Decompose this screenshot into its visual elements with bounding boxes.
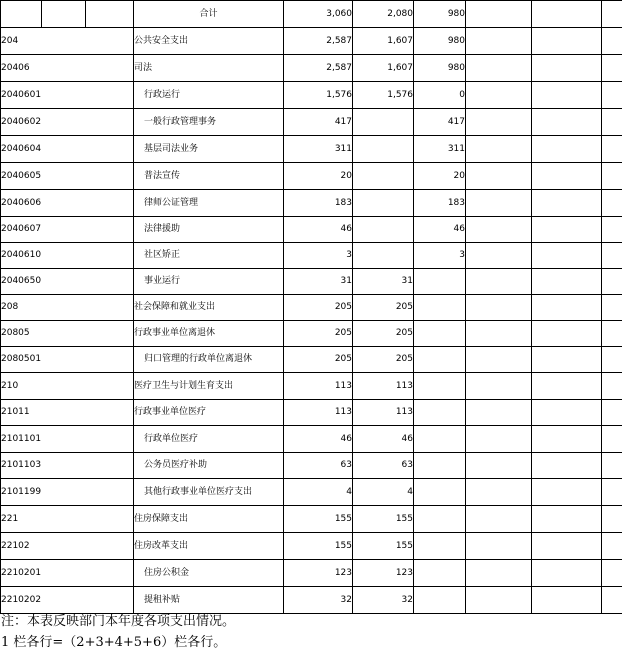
- empty-cell: [602, 28, 622, 55]
- empty-cell: [602, 533, 622, 560]
- basic-expenditure: 1,607: [353, 28, 414, 55]
- subject-name: 行政单位医疗: [134, 426, 284, 453]
- subject-name: 普法宣传: [134, 163, 284, 190]
- empty-cell: [532, 426, 602, 453]
- basic-expenditure: 205: [353, 321, 414, 347]
- subject-code: 22102: [1, 533, 134, 560]
- empty-cell: [532, 190, 602, 217]
- empty-cell: [602, 269, 622, 295]
- subject-name: 住房保障支出: [134, 506, 284, 533]
- subject-name: 行政事业单位离退休: [134, 321, 284, 347]
- basic-expenditure: [353, 109, 414, 136]
- total-amount: 417: [284, 109, 353, 136]
- empty-cell: [532, 453, 602, 479]
- subject-code: 2080501: [1, 347, 134, 373]
- empty-cell: [532, 295, 602, 321]
- basic-expenditure: 205: [353, 347, 414, 373]
- subject-name: 其他行政事业单位医疗支出: [134, 479, 284, 506]
- table-row: [1, 587, 622, 614]
- empty-cell: [466, 479, 532, 506]
- empty-cell: [602, 453, 622, 479]
- basic-expenditure: [353, 163, 414, 190]
- table-row: [1, 479, 622, 506]
- total-amount: 155: [284, 506, 353, 533]
- basic-expenditure: 155: [353, 533, 414, 560]
- subject-code: 2040604: [1, 136, 134, 163]
- subject-code: 2101199: [1, 479, 134, 506]
- basic-expenditure: 1,607: [353, 55, 414, 82]
- basic-expenditure: [353, 243, 414, 269]
- empty-cell: [532, 136, 602, 163]
- project-expenditure: 417: [414, 109, 466, 136]
- subject-name: 律师公证管理: [134, 190, 284, 217]
- total-amount: 2,587: [284, 28, 353, 55]
- empty-cell: [602, 136, 622, 163]
- empty-cell: [602, 243, 622, 269]
- project-expenditure: 20: [414, 163, 466, 190]
- empty-cell: [466, 190, 532, 217]
- table-row: [1, 243, 622, 269]
- table-row: [1, 295, 622, 321]
- empty-cell: [466, 426, 532, 453]
- empty-cell: [532, 55, 602, 82]
- total-amount: 155: [284, 533, 353, 560]
- basic-expenditure: 113: [353, 400, 414, 426]
- project-expenditure: 980: [414, 55, 466, 82]
- empty-cell: [466, 506, 532, 533]
- project-expenditure: 183: [414, 190, 466, 217]
- empty-cell: [466, 243, 532, 269]
- empty-cell: [532, 321, 602, 347]
- empty-cell: [602, 560, 622, 587]
- empty-cell: [466, 373, 532, 400]
- project-expenditure: [414, 295, 466, 321]
- total-amount: 20: [284, 163, 353, 190]
- basic-expenditure: 205: [353, 295, 414, 321]
- basic-expenditure: 32: [353, 587, 414, 614]
- subject-name: 公务员医疗补助: [134, 453, 284, 479]
- project-expenditure: [414, 560, 466, 587]
- project-expenditure: 3: [414, 243, 466, 269]
- empty-cell: [532, 217, 602, 243]
- total-amount: 32: [284, 587, 353, 614]
- project-expenditure: 0: [414, 82, 466, 109]
- empty-cell: [532, 587, 602, 614]
- basic-expenditure: [353, 136, 414, 163]
- table-row: [1, 217, 622, 243]
- subject-code: 2210201: [1, 560, 134, 587]
- subject-name: 社区矫正: [134, 243, 284, 269]
- project-expenditure: 311: [414, 136, 466, 163]
- project-expenditure: [414, 373, 466, 400]
- empty-cell: [466, 560, 532, 587]
- total-amount: 2,587: [284, 55, 353, 82]
- empty-cell: [602, 295, 622, 321]
- empty-cell: [602, 587, 622, 614]
- empty-cell: [466, 533, 532, 560]
- empty-cell: [466, 347, 532, 373]
- project-expenditure: 46: [414, 217, 466, 243]
- subject-name: 公共安全支出: [134, 28, 284, 55]
- subject-code: 2101101: [1, 426, 134, 453]
- empty-cell: [466, 55, 532, 82]
- total-amount: 31: [284, 269, 353, 295]
- empty-cell: [466, 217, 532, 243]
- table-row: [1, 533, 622, 560]
- empty-cell: [532, 479, 602, 506]
- empty-cell: [466, 163, 532, 190]
- subject-name: 住房公积金: [134, 560, 284, 587]
- subject-code: 2040650: [1, 269, 134, 295]
- empty-cell: [466, 269, 532, 295]
- total-amount: 205: [284, 321, 353, 347]
- table-row: [1, 373, 622, 400]
- total-amount: 205: [284, 347, 353, 373]
- empty-cell: [602, 347, 622, 373]
- project-expenditure: [414, 269, 466, 295]
- subject-code: 21011: [1, 400, 134, 426]
- basic-expenditure: 46: [353, 426, 414, 453]
- empty-cell: [602, 321, 622, 347]
- basic-expenditure: 1,576: [353, 82, 414, 109]
- empty-cell: [466, 136, 532, 163]
- empty-cell: [532, 243, 602, 269]
- subject-name: 基层司法业务: [134, 136, 284, 163]
- empty-cell: [602, 109, 622, 136]
- project-expenditure: [414, 587, 466, 614]
- empty-cell: [532, 82, 602, 109]
- total-amount: 113: [284, 373, 353, 400]
- empty-cell: [602, 373, 622, 400]
- table-row: [1, 453, 622, 479]
- table-row: [1, 506, 622, 533]
- total-amount: 3: [284, 243, 353, 269]
- table-row: [1, 55, 622, 82]
- empty-cell: [602, 190, 622, 217]
- table-row: [1, 109, 622, 136]
- subject-code: 2040605: [1, 163, 134, 190]
- project-expenditure: [414, 347, 466, 373]
- total-amount: 46: [284, 426, 353, 453]
- subject-code: 2040602: [1, 109, 134, 136]
- subject-code: 20406: [1, 55, 134, 82]
- empty-cell: [602, 479, 622, 506]
- basic-expenditure: [353, 190, 414, 217]
- empty-cell: [532, 269, 602, 295]
- empty-cell: [602, 163, 622, 190]
- total-amount: 123: [284, 560, 353, 587]
- empty-cell: [532, 163, 602, 190]
- subject-name: 住房改革支出: [134, 533, 284, 560]
- total-amount: 183: [284, 190, 353, 217]
- project-expenditure: [414, 506, 466, 533]
- subject-name: 归口管理的行政单位离退休: [134, 347, 284, 373]
- basic-expenditure: 113: [353, 373, 414, 400]
- total-amount: 4: [284, 479, 353, 506]
- table-row: [1, 82, 622, 109]
- empty-cell: [532, 347, 602, 373]
- total-amount: 46: [284, 217, 353, 243]
- empty-cell: [602, 426, 622, 453]
- subject-code: 204: [1, 28, 134, 55]
- total-amount: 3,060: [284, 1, 353, 28]
- table-row: [1, 28, 622, 55]
- basic-expenditure: 31: [353, 269, 414, 295]
- project-expenditure: [414, 533, 466, 560]
- empty-cell: [532, 373, 602, 400]
- basic-expenditure: [353, 217, 414, 243]
- empty-cell: [466, 109, 532, 136]
- total-amount: 113: [284, 400, 353, 426]
- basic-expenditure: 123: [353, 560, 414, 587]
- empty-cell: [602, 400, 622, 426]
- subject-name: 行政运行: [134, 82, 284, 109]
- total-amount: 63: [284, 453, 353, 479]
- empty-cell: [532, 109, 602, 136]
- empty-cell: [532, 1, 602, 28]
- total-amount: 205: [284, 295, 353, 321]
- empty-cell: [466, 295, 532, 321]
- subject-name: 社会保障和就业支出: [134, 295, 284, 321]
- subject-code: 221: [1, 506, 134, 533]
- empty-cell: [532, 400, 602, 426]
- project-expenditure: 980: [414, 1, 466, 28]
- basic-expenditure: 2,080: [353, 1, 414, 28]
- empty-cell: [602, 55, 622, 82]
- subject-name: 法律援助: [134, 217, 284, 243]
- empty-cell: [86, 1, 134, 28]
- subject-code: 210: [1, 373, 134, 400]
- subject-name: 医疗卫生与计划生育支出: [134, 373, 284, 400]
- total-amount: 1,576: [284, 82, 353, 109]
- empty-cell: [466, 587, 532, 614]
- subject-code: 2210202: [1, 587, 134, 614]
- empty-cell: [42, 1, 86, 28]
- table-row: [1, 1, 622, 28]
- subject-code: 2040607: [1, 217, 134, 243]
- subject-code: 2040606: [1, 190, 134, 217]
- empty-cell: [466, 453, 532, 479]
- subject-name: 司法: [134, 55, 284, 82]
- basic-expenditure: 63: [353, 453, 414, 479]
- empty-cell: [602, 82, 622, 109]
- table-row: [1, 136, 622, 163]
- empty-cell: [602, 506, 622, 533]
- empty-cell: [466, 400, 532, 426]
- table-row: [1, 163, 622, 190]
- subject-name: 行政事业单位医疗: [134, 400, 284, 426]
- empty-cell: [466, 28, 532, 55]
- project-expenditure: [414, 321, 466, 347]
- project-expenditure: [414, 453, 466, 479]
- subject-name: 事业运行: [134, 269, 284, 295]
- subject-code: 2040601: [1, 82, 134, 109]
- empty-cell: [466, 1, 532, 28]
- table-row: [1, 269, 622, 295]
- table-row: [1, 400, 622, 426]
- subject-code: 208: [1, 295, 134, 321]
- empty-cell: [532, 28, 602, 55]
- table-row: [1, 560, 622, 587]
- table-row: [1, 426, 622, 453]
- table-note-formula: 1 栏各行=（2+3+4+5+6）栏各行。: [1, 635, 227, 650]
- table-row: [1, 190, 622, 217]
- empty-cell: [532, 533, 602, 560]
- empty-cell: [466, 321, 532, 347]
- table-note: 注：本表反映部门本年度各项支出情况。: [1, 614, 236, 629]
- total-amount: 311: [284, 136, 353, 163]
- empty-cell: [532, 560, 602, 587]
- empty-cell: [466, 82, 532, 109]
- empty-cell: [602, 1, 622, 28]
- project-expenditure: [414, 400, 466, 426]
- subject-code: 20805: [1, 321, 134, 347]
- empty-cell: [532, 506, 602, 533]
- subject-name: 提租补贴: [134, 587, 284, 614]
- total-label: 合计: [134, 1, 284, 28]
- table-row: [1, 347, 622, 373]
- project-expenditure: 980: [414, 28, 466, 55]
- project-expenditure: [414, 479, 466, 506]
- empty-cell: [602, 217, 622, 243]
- project-expenditure: [414, 426, 466, 453]
- basic-expenditure: 4: [353, 479, 414, 506]
- basic-expenditure: 155: [353, 506, 414, 533]
- subject-code: 2040610: [1, 243, 134, 269]
- table-row: [1, 321, 622, 347]
- subject-code: 2101103: [1, 453, 134, 479]
- subject-name: 一般行政管理事务: [134, 109, 284, 136]
- empty-cell: [1, 1, 42, 28]
